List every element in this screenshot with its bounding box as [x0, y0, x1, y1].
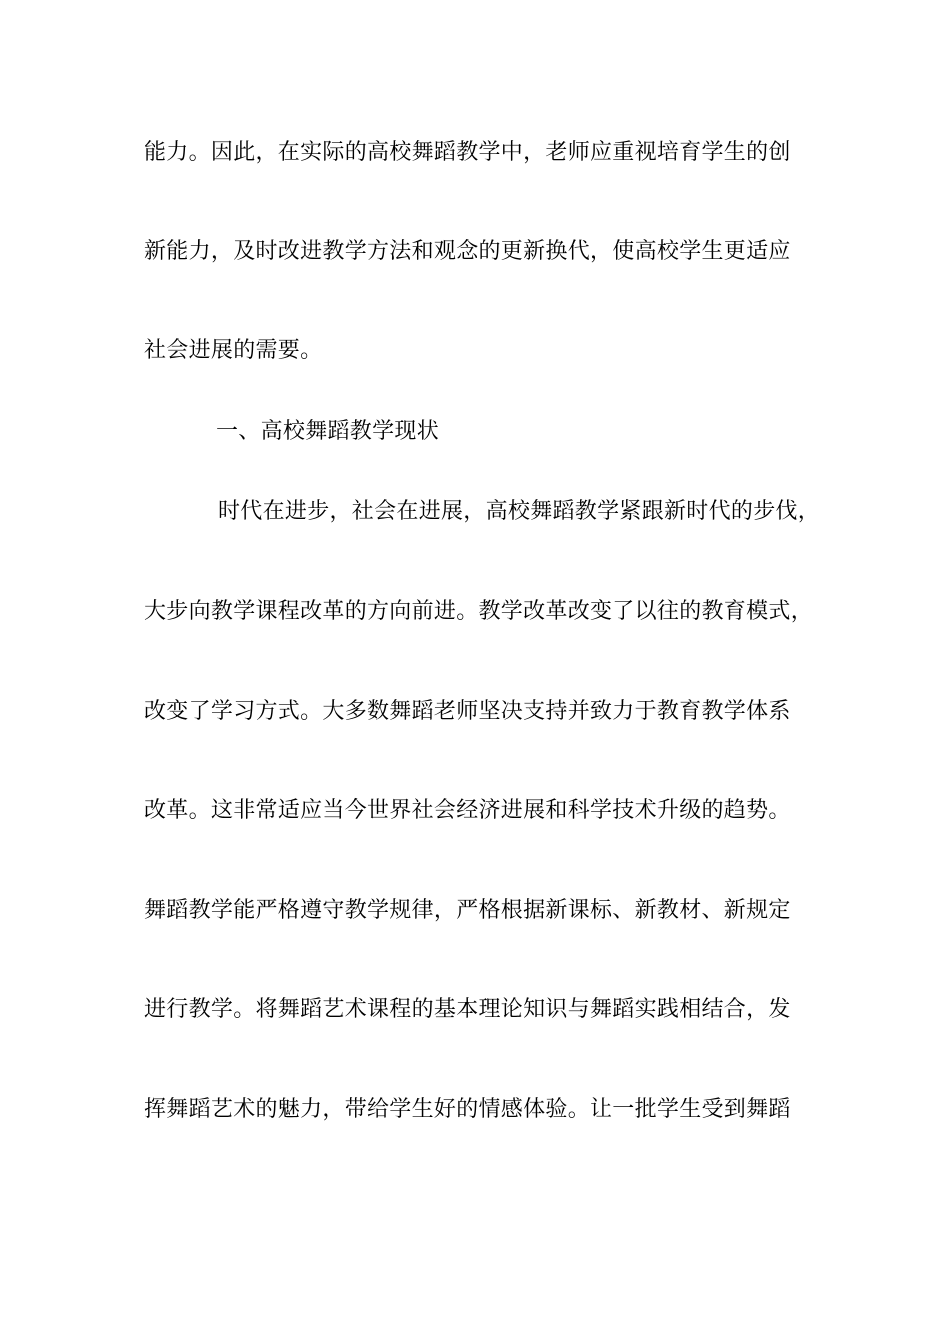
paragraph-line: 社会进展的需要。	[144, 338, 323, 363]
paragraph-line: 时代在进步，社会在进展，高校舞蹈教学紧跟新时代的步伐，	[218, 499, 821, 524]
paragraph-line: 大步向教学课程改革的方向前进。教学改革改变了以往的教育模式，	[144, 599, 814, 624]
paragraph-line: 能力。因此，在实际的高校舞蹈教学中，老师应重视培育学生的创	[144, 140, 791, 165]
paragraph-line: 改革。这非常适应当今世界社会经济进展和科学技术升级的趋势。	[144, 798, 791, 823]
paragraph-line: 改变了学习方式。大多数舞蹈老师坚决支持并致力于教育教学体系	[144, 699, 791, 724]
paragraph-line: 进行教学。将舞蹈艺术课程的基本理论知识与舞蹈实践相结合，发	[144, 997, 791, 1022]
paragraph-line: 挥舞蹈艺术的魅力，带给学生好的情感体验。让一批学生受到舞蹈	[144, 1097, 791, 1122]
paragraph-line: 新能力，及时改进教学方法和观念的更新换代，使高校学生更适应	[144, 239, 791, 264]
paragraph-line: 舞蹈教学能严格遵守教学规律，严格根据新课标、新教材、新规定	[144, 898, 791, 923]
section-heading: 一、高校舞蹈教学现状	[216, 419, 440, 444]
